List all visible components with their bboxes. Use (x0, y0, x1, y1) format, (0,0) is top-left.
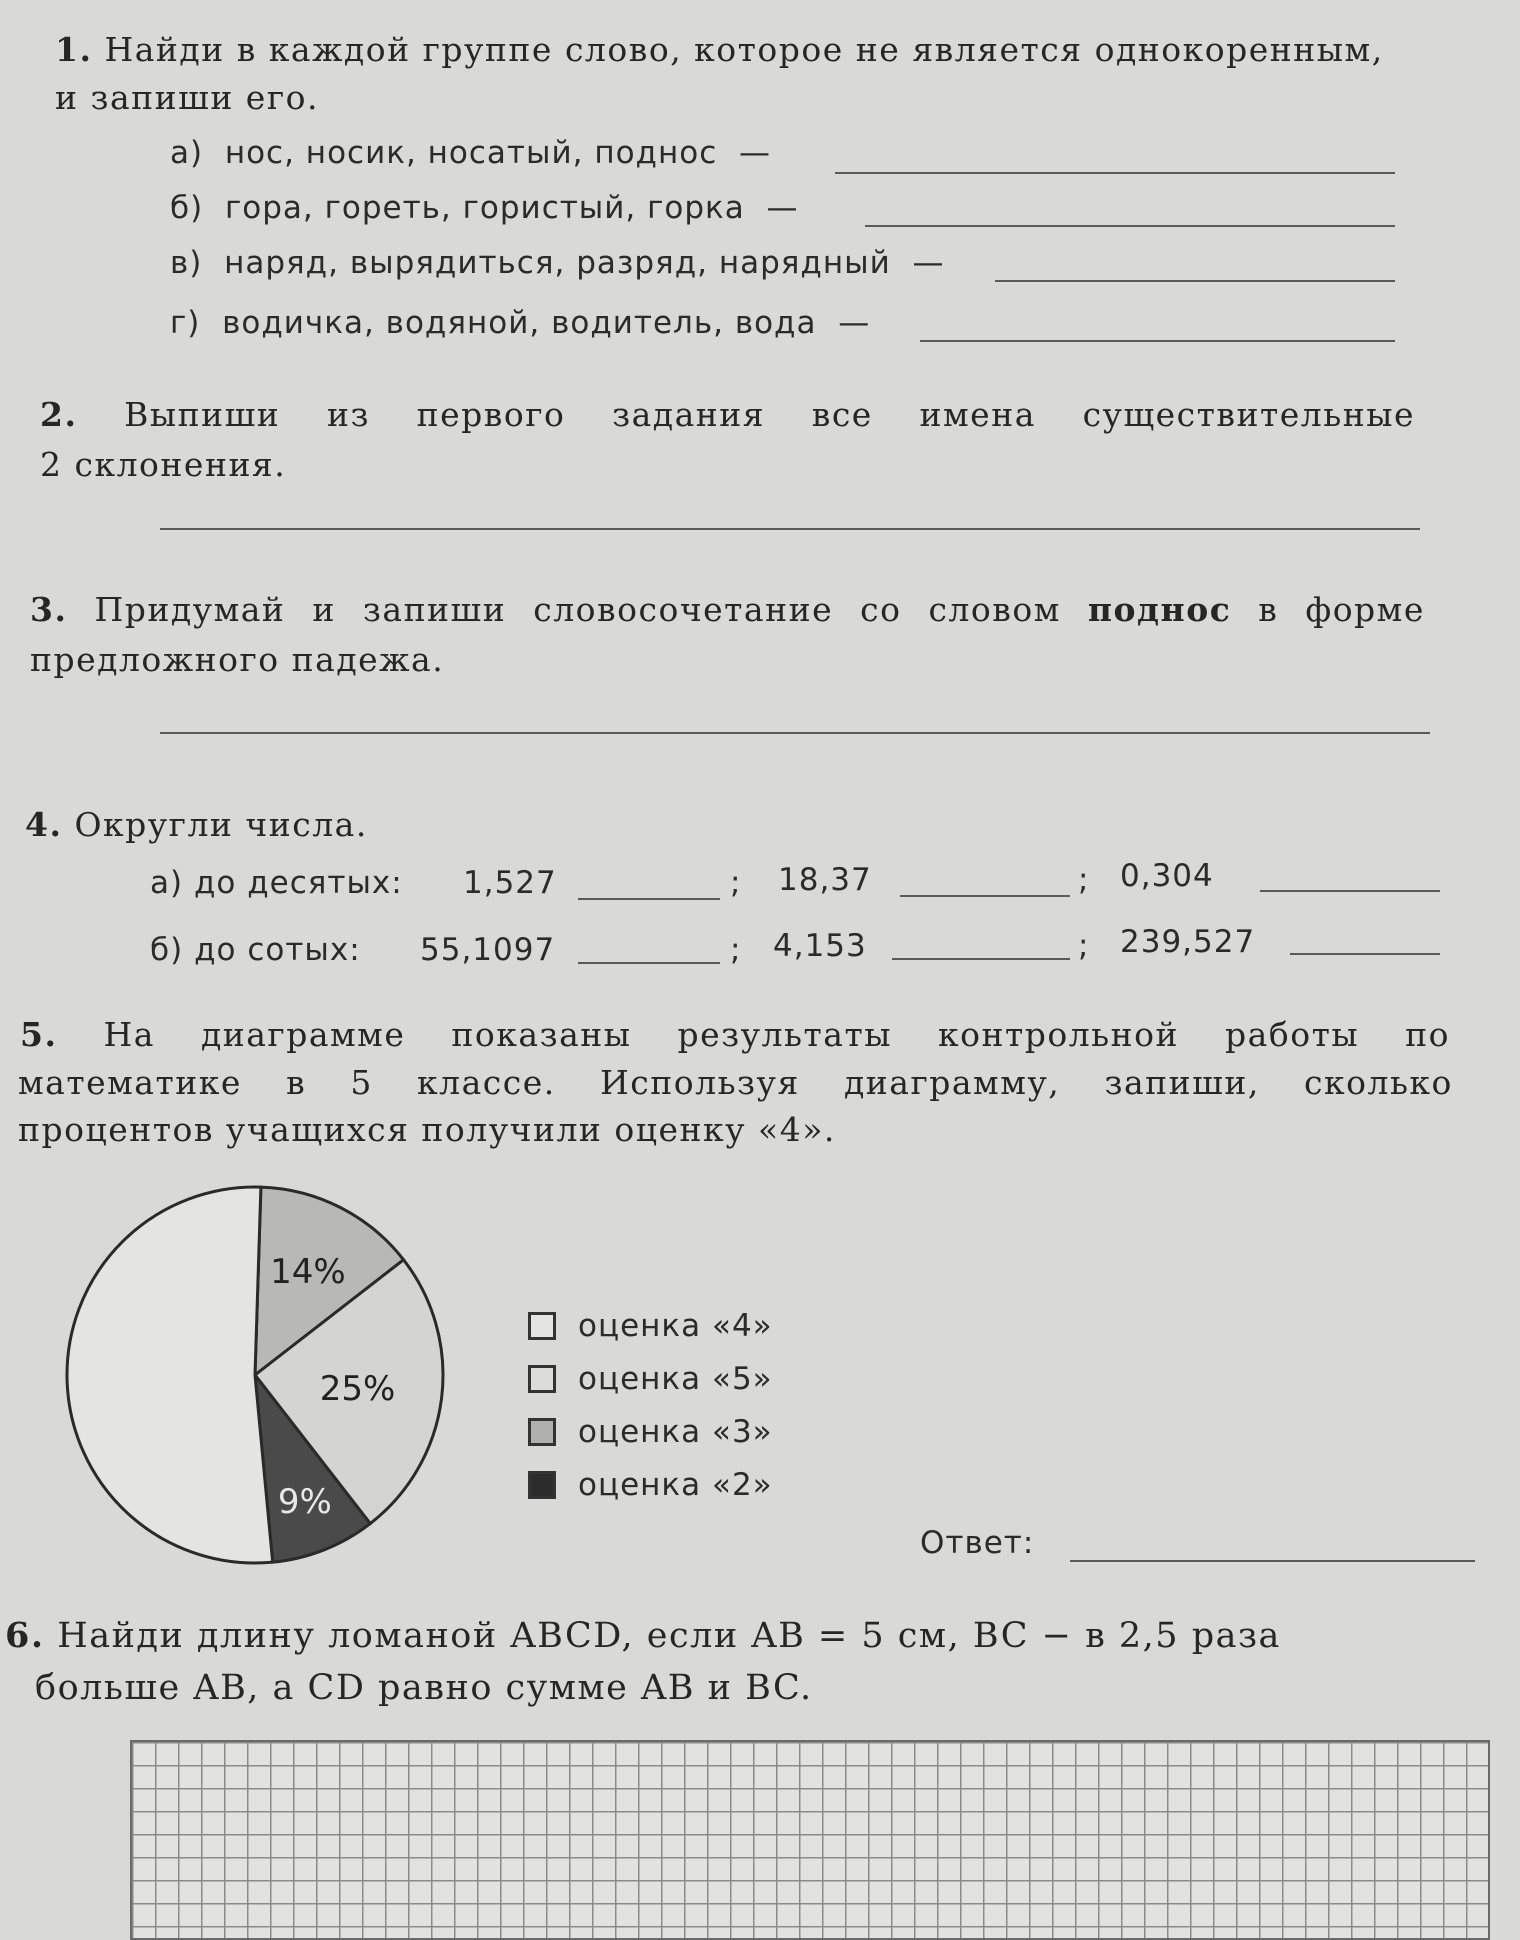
task3-word: запиши (362, 590, 507, 629)
task4-title: Округли числа. (74, 805, 368, 844)
pie-slice (67, 1187, 273, 1563)
task4-sep: ; (730, 932, 742, 968)
task4-row-b-label: б) до сотых: (150, 932, 361, 968)
task1-text-line1: Найди в каждой группе слово, которое не является однокоренным, (104, 30, 1384, 69)
task2-line1 (40, 395, 1415, 434)
legend-label: оценка «4» (578, 1308, 773, 1344)
option-dash: — (838, 305, 871, 341)
task2-number: 2. (40, 395, 78, 434)
task5-word: классе. (417, 1063, 556, 1102)
task5-line1 (20, 1015, 1450, 1054)
task2-word: задания (612, 395, 766, 434)
task4-answer-b2[interactable] (892, 958, 1070, 960)
task3-word: словом (928, 590, 1061, 629)
option-words: наряд, вырядиться, разряд, нарядный (224, 245, 891, 281)
task4-row-a-label: а) до десятых: (150, 865, 403, 901)
legend-item (528, 1467, 773, 1503)
task6-number: 6. (5, 1615, 45, 1656)
task4-answer-a2[interactable] (900, 895, 1070, 897)
task5-word: диаграмме (200, 1015, 406, 1054)
pie-slice-label: 9% (277, 1481, 332, 1522)
task4-row-a-value2: 18,37 (778, 862, 872, 898)
task5-word: 5 (350, 1063, 373, 1102)
task4-row-b-value3: 239,527 (1120, 924, 1256, 960)
legend-swatch (528, 1418, 556, 1446)
task3-word: форме (1305, 590, 1425, 629)
task4-answer-b1[interactable] (578, 962, 720, 964)
task1-number: 1. (55, 30, 93, 69)
task2-word: первого (416, 395, 566, 434)
task5-word: работы (1225, 1015, 1360, 1054)
task1-option-g (170, 305, 870, 341)
task5-word: в (286, 1063, 307, 1102)
legend-swatch (528, 1312, 556, 1340)
task4-title-line (25, 805, 368, 844)
option-letter: б) (170, 190, 204, 226)
task3-word: словосочетание (533, 590, 834, 629)
task1-option-v (170, 245, 944, 281)
task4-answer-b3[interactable] (1290, 953, 1440, 955)
legend-item (528, 1308, 773, 1344)
answer-line-v[interactable] (995, 280, 1395, 282)
option-words: нос, носик, носатый, поднос (224, 135, 718, 171)
legend-label: оценка «3» (578, 1414, 773, 1450)
task5-word: На (103, 1015, 155, 1054)
option-words: водичка, водяной, водитель, вода (222, 305, 817, 341)
task4-sep: ; (1078, 928, 1090, 964)
task3-word: со (860, 590, 902, 629)
task5-word: диаграмму, (843, 1063, 1061, 1102)
legend-label: оценка «5» (578, 1361, 773, 1397)
task1-line1 (55, 30, 1390, 69)
task2-word: существительные (1082, 395, 1415, 434)
legend-swatch (528, 1471, 556, 1499)
option-dash: — (766, 190, 799, 226)
task2-word: все (811, 395, 873, 434)
task6-text-line2: больше AB, а CD равно сумме AB и BC. (35, 1668, 813, 1708)
pie-slice-label: 14% (270, 1252, 346, 1293)
task2-word: Выпиши (124, 395, 281, 434)
task1-text-line2: и запиши его. (55, 78, 319, 117)
task2-text-line2: 2 склонения. (40, 445, 287, 484)
task2-word: из (326, 395, 370, 434)
task5-line2 (18, 1063, 1453, 1102)
answer-line-a[interactable] (835, 172, 1395, 174)
task5-word: сколько (1304, 1063, 1453, 1102)
task3-bold-word: поднос (1087, 590, 1232, 629)
option-dash: — (739, 135, 771, 171)
answer-line-g[interactable] (920, 340, 1395, 342)
legend-item (528, 1361, 773, 1397)
task3-word: в (1258, 590, 1279, 629)
task4-answer-a3[interactable] (1260, 890, 1440, 892)
task5-word: показаны (451, 1015, 632, 1054)
task4-row-b-value1: 55,1097 (420, 932, 556, 968)
task5-answer-line[interactable] (1070, 1560, 1475, 1562)
task4-answer-a1[interactable] (578, 898, 720, 900)
option-letter: а) (170, 135, 204, 171)
task4-row-b-value2: 4,153 (773, 928, 867, 964)
task4-sep: ; (1078, 862, 1090, 898)
task1-option-b (170, 190, 799, 226)
task4-row-a-value1: 1,527 (463, 865, 557, 901)
task4-sep: ; (730, 865, 742, 901)
answer-line-b[interactable] (865, 225, 1395, 227)
task5-word: контрольной (937, 1015, 1180, 1054)
task3-answer-line[interactable] (160, 732, 1430, 734)
task5-number: 5. (20, 1015, 58, 1054)
option-dash: — (912, 245, 945, 281)
task3-text-line2: предложного падежа. (30, 640, 445, 679)
option-letter: в) (170, 245, 203, 281)
pie-slice-label: 25% (319, 1368, 396, 1409)
task5-word: запиши, (1104, 1063, 1260, 1102)
task5-word: результаты (677, 1015, 892, 1054)
task6-text-line1: Найди длину ломаной ABCD, если AB = 5 см, BC − в 2,5 раза (57, 1616, 1281, 1656)
task3-number: 3. (30, 590, 68, 629)
legend-swatch (528, 1365, 556, 1393)
task3-word: и (312, 590, 336, 629)
pie-chart (55, 1170, 455, 1570)
option-letter: г) (170, 305, 201, 341)
task4-number: 4. (25, 805, 63, 844)
task5-word: математике (18, 1063, 242, 1102)
task2-answer-line[interactable] (160, 528, 1420, 530)
squared-answer-grid[interactable] (130, 1740, 1490, 1940)
task5-line3: процентов учащихся получили оценку «4». (18, 1110, 836, 1149)
task2-word: имена (919, 395, 1036, 434)
task5-word: Используя (599, 1063, 800, 1102)
answer-label: Ответ: (920, 1525, 1035, 1561)
option-words: гора, гореть, гористый, горка (224, 190, 745, 226)
legend-label: оценка «2» (578, 1467, 773, 1503)
task4-row-a-value3: 0,304 (1120, 858, 1214, 894)
task3-line1 (30, 590, 1425, 629)
task6-line1 (5, 1615, 1281, 1656)
task5-word: по (1405, 1015, 1450, 1054)
legend-item (528, 1414, 773, 1450)
task3-word: Придумай (94, 590, 286, 629)
task1-option-a (170, 135, 771, 171)
